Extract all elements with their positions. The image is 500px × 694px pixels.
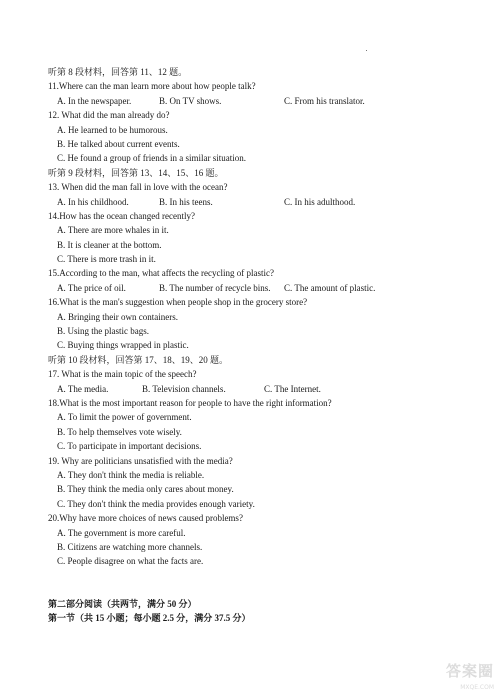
listening-section [48,66,468,626]
option-a: A. The media. [57,383,109,394]
section-instruction-10: 听第 10 段材料，回答第 17、18、19、20 题。 [48,354,229,365]
option-c: C. There is more trash in it. [57,254,156,265]
question-17-options [48,383,468,397]
option-a: A. To limit the power of government. [57,412,192,423]
option-a: A. Bringing their own containers. [57,311,178,322]
option-b: B. It is cleaner at the bottom. [57,239,162,250]
option-b: B. He talked about current events. [57,138,180,149]
question-13-options [48,196,468,210]
option-c: C. To participate in important decisions. [57,441,202,452]
option-c: C. People disagree on what the facts are. [57,556,204,567]
option-b: B. Television channels. [142,383,226,394]
question-13-stem: 13. When did the man fall in love with the ocean? [48,182,228,193]
option-b: B. They think the media only cares about money. [57,484,234,495]
option-c: C. He found a group of friends in a similar situation. [57,153,246,164]
option-b: B. Using the plastic bags. [57,326,149,337]
option-c: C. They don't think the media provides enough variety. [57,498,255,509]
speck [366,50,367,51]
question-11-stem: 11.Where can the man learn more about how people talk? [48,81,256,92]
option-a: A. He learned to be humorous. [57,124,168,135]
part-two-title: 第二部分阅读（共两节，满分 50 分） [48,598,197,609]
question-11-options [48,95,468,109]
question-14-stem: 14.How has the ocean changed recently? [48,210,195,221]
option-a: A. They don't think the media is reliable. [57,469,205,480]
option-b: B. The number of recycle bins. [159,282,271,293]
option-c: C. From his translator. [284,95,365,106]
section-one-title: 第一节（共 15 小题；每小题 2.5 分，满分 37.5 分） [48,613,251,624]
site-logo-watermark [434,663,494,691]
option-c: C. In his adulthood. [284,196,356,207]
option-b: B. On TV shows. [159,95,222,106]
watermark-text: 答案圈 [445,662,494,680]
question-12-stem: 12. What did the man already do? [48,110,170,121]
option-a: A. In his childhood. [57,196,129,207]
question-15-stem: 15.According to the man, what affects the recycling of plastic? [48,268,275,279]
option-b: B. Citizens are watching more channels. [57,541,203,552]
question-20-stem: 20.Why have more choices of news caused problems? [48,513,243,524]
question-18-stem: 18.What is the most important reason for people to have the right information? [48,397,332,408]
question-19-stem: 19. Why are politicians unsatisfied with the media? [48,455,233,466]
question-17-stem: 17. What is the main topic of the speech? [48,369,197,380]
option-c: C. Buying things wrapped in plastic. [57,340,189,351]
section-instruction-8: 听第 8 段材料，回答第 11、12 题。 [48,67,188,77]
option-a: A. The price of oil. [57,282,126,293]
option-c: C. The amount of plastic. [284,282,376,293]
question-15-options [48,282,468,296]
watermark-subtext: MXQE.COM [460,684,494,691]
question-16-stem: 16.What is the man's suggestion when people shop in the grocery store? [48,297,308,308]
option-a: A. There are more whales in it. [57,225,169,236]
option-c: C. The Internet. [264,383,321,394]
section-instruction-9: 听第 9 段材料，回答第 13、14、15、16 题。 [48,167,224,178]
option-b: B. To help themselves vote wisely. [57,426,182,437]
option-a: A. In the newspaper. [57,95,132,106]
spacer [48,570,468,598]
option-b: B. In his teens. [159,196,213,207]
option-a: A. The government is more careful. [57,527,186,538]
